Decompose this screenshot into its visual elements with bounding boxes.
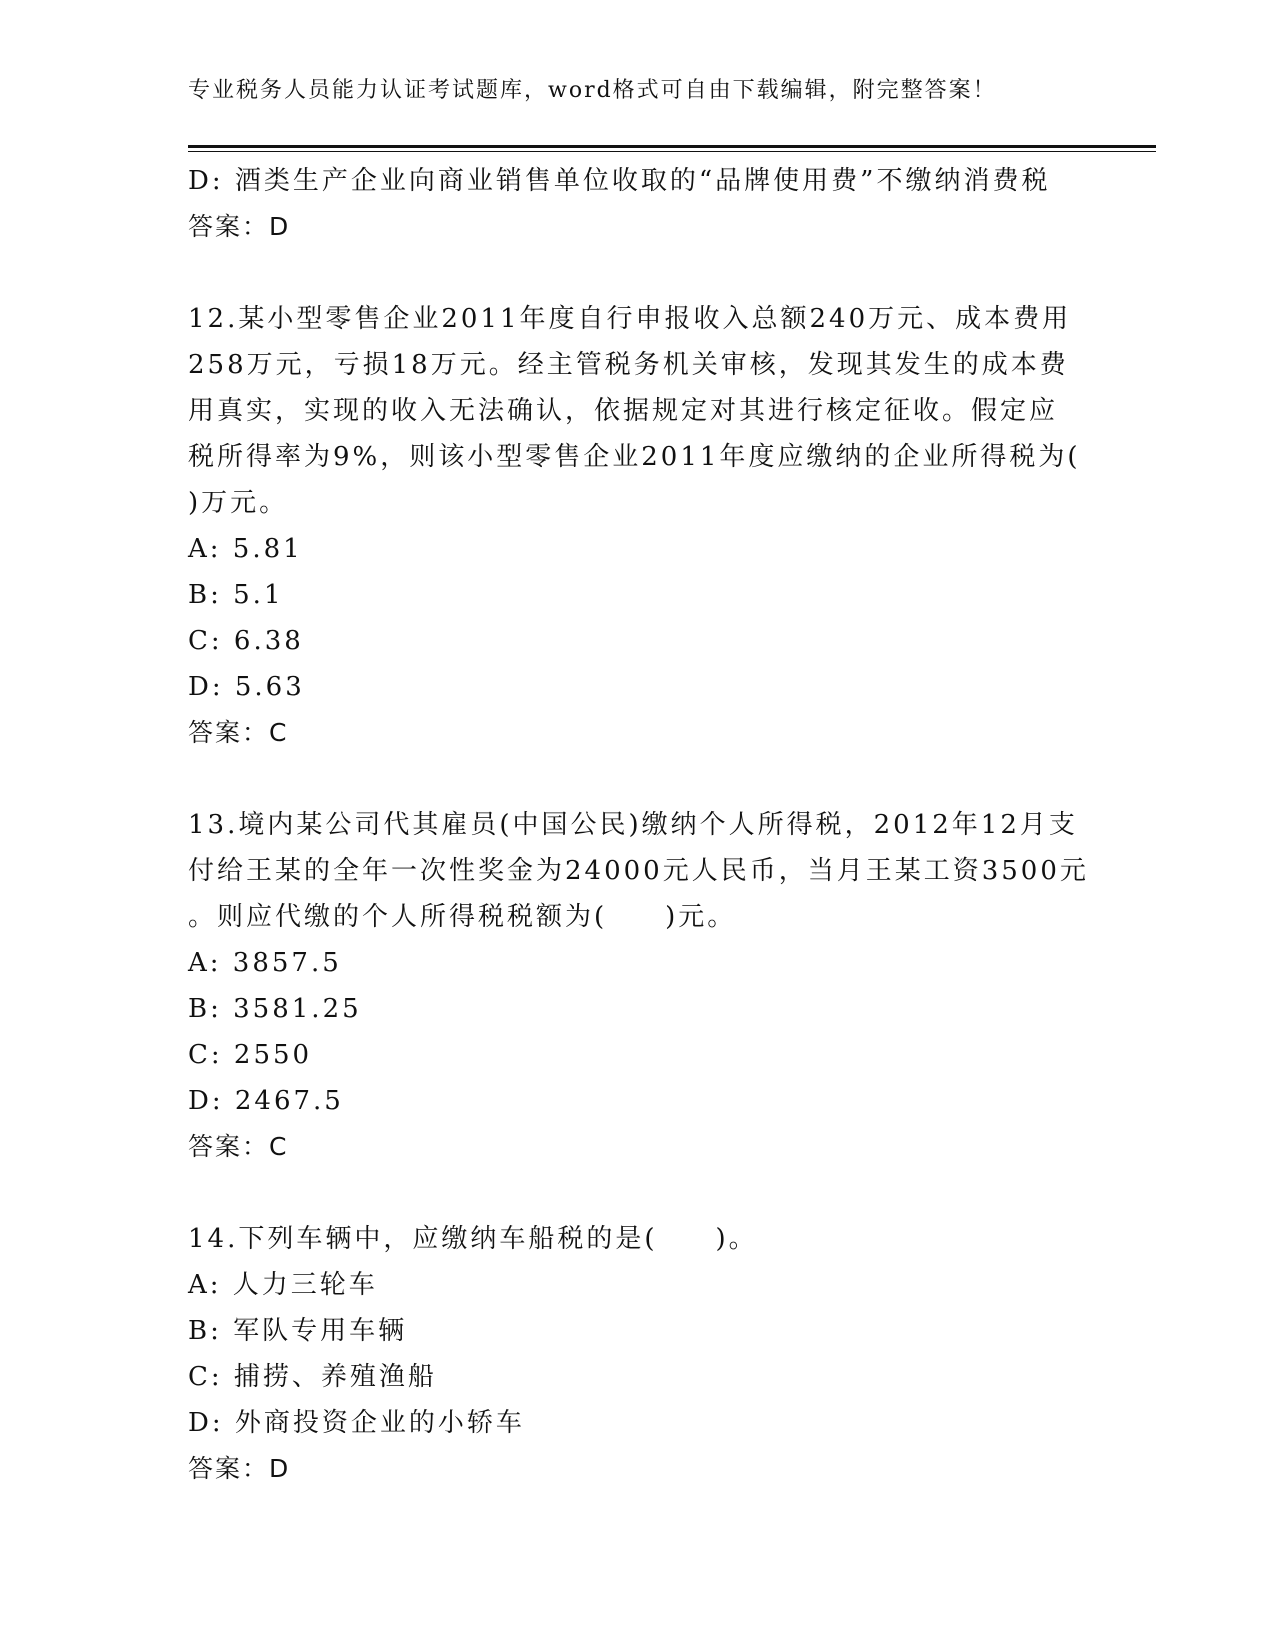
question-stem	[188, 1216, 1088, 1262]
stem-line: )万元。	[188, 488, 289, 518]
option-d: D: 5.63	[188, 672, 305, 702]
option-b: B: 3581.25	[188, 994, 362, 1024]
stem-line: 14.下列车辆中，应缴纳车船税的是( )。	[188, 1224, 758, 1254]
header-rule-thin	[188, 151, 1156, 152]
answer-line: 答案：D	[188, 1454, 291, 1483]
stem-line: 用真实，实现的收入无法确认，依据规定对其进行核定征收。假定应	[188, 396, 1059, 426]
option-b: B: 5.1	[188, 580, 284, 610]
option-a: A: 人力三轮车	[188, 1270, 378, 1300]
question-13	[188, 802, 1088, 1170]
stem-line: 税所得率为9%，则该小型零售企业2011年度应缴纳的企业所得税为(	[188, 442, 1081, 472]
option-d: D: 外商投资企业的小轿车	[188, 1408, 525, 1438]
spacer	[188, 1170, 1088, 1216]
option-c: C: 2550	[188, 1040, 313, 1070]
spacer	[188, 250, 1088, 296]
answer-line: 答案：C	[188, 1132, 289, 1161]
header-rule-thick	[188, 145, 1156, 148]
answer-line: 答案：C	[188, 718, 289, 747]
option-d: D: 2467.5	[188, 1086, 344, 1116]
question-stem	[188, 802, 1088, 940]
stem-line: 13.境内某公司代其雇员(中国公民)缴纳个人所得税，2012年12月支	[188, 810, 1078, 840]
stem-line: 付给王某的全年一次性奖金为24000元人民币，当月王某工资3500元	[188, 856, 1089, 886]
question-stem	[188, 296, 1088, 526]
stem-line: 12.某小型零售企业2011年度自行申报收入总额240万元、成本费用	[188, 304, 1072, 334]
answer-line: 答案：D	[188, 212, 291, 241]
question-12	[188, 296, 1088, 756]
stem-line: 。则应代缴的个人所得税税额为( )元。	[188, 902, 737, 932]
option-a: A: 3857.5	[188, 948, 342, 978]
option-c: C: 6.38	[188, 626, 304, 656]
option-b: B: 军队专用车辆	[188, 1316, 408, 1346]
option-a: A: 5.81	[188, 534, 303, 564]
page-header: 专业税务人员能力认证考试题库，word格式可自由下载编辑，附完整答案！	[188, 78, 997, 103]
spacer	[188, 756, 1088, 802]
question-14	[188, 1216, 1088, 1492]
option-d: D: 酒类生产企业向商业销售单位收取的“品牌使用费”不缴纳消费税	[188, 166, 1051, 196]
option-c: C: 捕捞、养殖渔船	[188, 1362, 437, 1392]
question-content	[188, 158, 1088, 1492]
stem-line: 258万元，亏损18万元。经主管税务机关审核，发现其发生的成本费	[188, 350, 1069, 380]
